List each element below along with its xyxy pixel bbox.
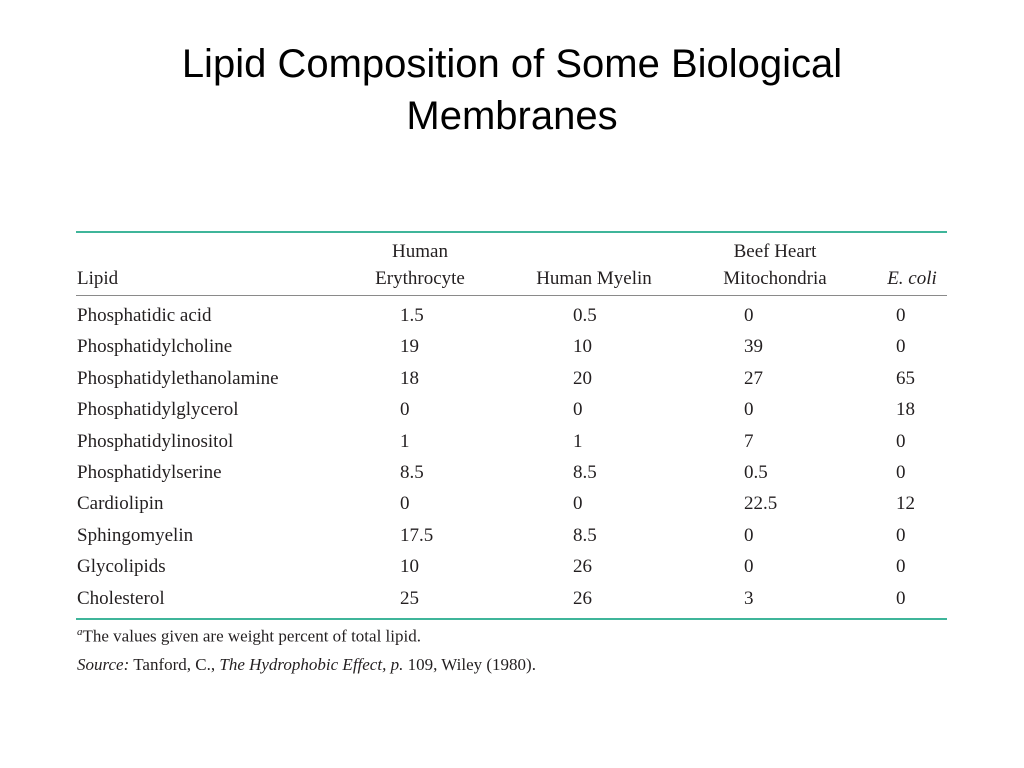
cell-human-erythrocyte: 19: [400, 336, 419, 358]
cell-human-myelin: 20: [573, 367, 592, 389]
footnote-marker: a: [77, 626, 83, 638]
header-e-coli: [874, 238, 950, 292]
cell-lipid-name: Phosphatidylcholine: [77, 336, 233, 358]
table-row: [76, 488, 947, 519]
cell-beef-heart-mitochondria: 0: [744, 556, 754, 578]
cell-e-coli: 12: [896, 493, 915, 515]
slide-title-line-1: Lipid Composition of Some Biological: [181, 42, 843, 86]
cell-human-erythrocyte: 25: [400, 587, 419, 609]
source-rest: 109, Wiley (1980).: [407, 655, 536, 674]
cell-human-erythrocyte: 0: [400, 399, 410, 421]
source-author: Tanford, C.,: [133, 655, 216, 674]
cell-lipid-name: Sphingomyelin: [77, 524, 194, 546]
cell-human-myelin: 26: [573, 587, 592, 609]
cell-human-erythrocyte: 1: [400, 430, 410, 452]
cell-human-erythrocyte: 0: [400, 493, 410, 515]
cell-e-coli: 65: [896, 367, 915, 389]
cell-e-coli: 18: [896, 399, 915, 421]
header-lipid: Lipid: [77, 268, 119, 289]
cell-human-myelin: 8.5: [573, 461, 597, 483]
lipid-composition-table: [76, 231, 947, 620]
cell-lipid-name: Phosphatidic acid: [77, 305, 212, 326]
cell-human-myelin: 0: [573, 493, 583, 515]
cell-beef-heart-mitochondria: 3: [744, 587, 754, 609]
table-row: [76, 331, 947, 362]
cell-human-erythrocyte: 1.5: [400, 305, 424, 326]
table-row: [76, 300, 947, 331]
header-mito-line-1: Beef Heart: [733, 241, 817, 262]
cell-human-erythrocyte: 10: [400, 556, 419, 578]
cell-lipid-name: Cholesterol: [77, 587, 165, 609]
cell-e-coli: 0: [896, 430, 906, 452]
cell-beef-heart-mitochondria: 0: [744, 524, 754, 546]
cell-human-myelin: 8.5: [573, 524, 597, 546]
table-row: [76, 457, 947, 488]
cell-lipid-name: Phosphatidylserine: [77, 461, 222, 483]
source-citation: [77, 654, 536, 676]
header-human-erythrocyte: [358, 238, 482, 292]
source-book-title: The Hydrophobic Effect,: [219, 655, 387, 674]
header-ecoli-label: E. coli: [887, 268, 937, 289]
table-row: [76, 520, 947, 551]
table-bottom-rule: [76, 618, 947, 620]
cell-human-myelin: 10: [573, 336, 592, 358]
cell-beef-heart-mitochondria: 7: [744, 430, 754, 452]
cell-lipid-name: Phosphatidylinositol: [77, 430, 234, 452]
source-label: Source:: [77, 655, 130, 674]
cell-human-erythrocyte: 17.5: [400, 524, 434, 546]
table-row: [76, 583, 947, 614]
cell-e-coli: 0: [896, 556, 906, 578]
table-row: [76, 363, 947, 394]
cell-beef-heart-mitochondria: 27: [744, 367, 763, 389]
cell-human-myelin: 0: [573, 399, 583, 421]
table-row: [76, 426, 947, 457]
table-row: [76, 551, 947, 582]
cell-beef-heart-mitochondria: 0: [744, 305, 754, 326]
cell-e-coli: 0: [896, 461, 906, 483]
cell-e-coli: 0: [896, 305, 906, 326]
cell-lipid-name: Phosphatidylglycerol: [77, 399, 239, 421]
footnote: [77, 621, 421, 648]
table-header: [76, 233, 947, 295]
cell-beef-heart-mitochondria: 0.5: [744, 461, 768, 483]
cell-lipid-name: Phosphatidylethanolamine: [77, 367, 279, 389]
cell-human-myelin: 26: [573, 556, 592, 578]
cell-e-coli: 0: [896, 336, 906, 358]
cell-beef-heart-mitochondria: 0: [744, 399, 754, 421]
cell-beef-heart-mitochondria: 39: [744, 336, 763, 358]
cell-e-coli: 0: [896, 524, 906, 546]
cell-e-coli: 0: [896, 587, 906, 609]
source-page-ref: p.: [390, 655, 404, 674]
cell-human-erythrocyte: 8.5: [400, 461, 424, 483]
table-row: [76, 394, 947, 425]
header-beef-heart-mitochondria: [696, 238, 854, 292]
cell-human-erythrocyte: 18: [400, 367, 419, 389]
cell-lipid-name: Cardiolipin: [77, 493, 164, 515]
slide-title-line-2: Membranes: [406, 94, 618, 138]
header-human-myelin: [514, 238, 674, 292]
slide-title: [0, 38, 1024, 142]
cell-human-myelin: 0.5: [573, 305, 597, 326]
header-myelin-label: Human Myelin: [536, 268, 652, 289]
header-erythrocyte-line-2: Erythrocyte: [375, 268, 465, 289]
cell-beef-heart-mitochondria: 22.5: [744, 493, 778, 515]
table-body: [76, 296, 947, 618]
cell-human-myelin: 1: [573, 430, 583, 452]
cell-lipid-name: Glycolipids: [77, 556, 166, 578]
footnote-text: The values given are weight percent of total lipid.: [82, 626, 421, 646]
header-erythrocyte-line-1: Human: [392, 241, 448, 262]
header-mito-line-2: Mitochondria: [723, 268, 827, 289]
